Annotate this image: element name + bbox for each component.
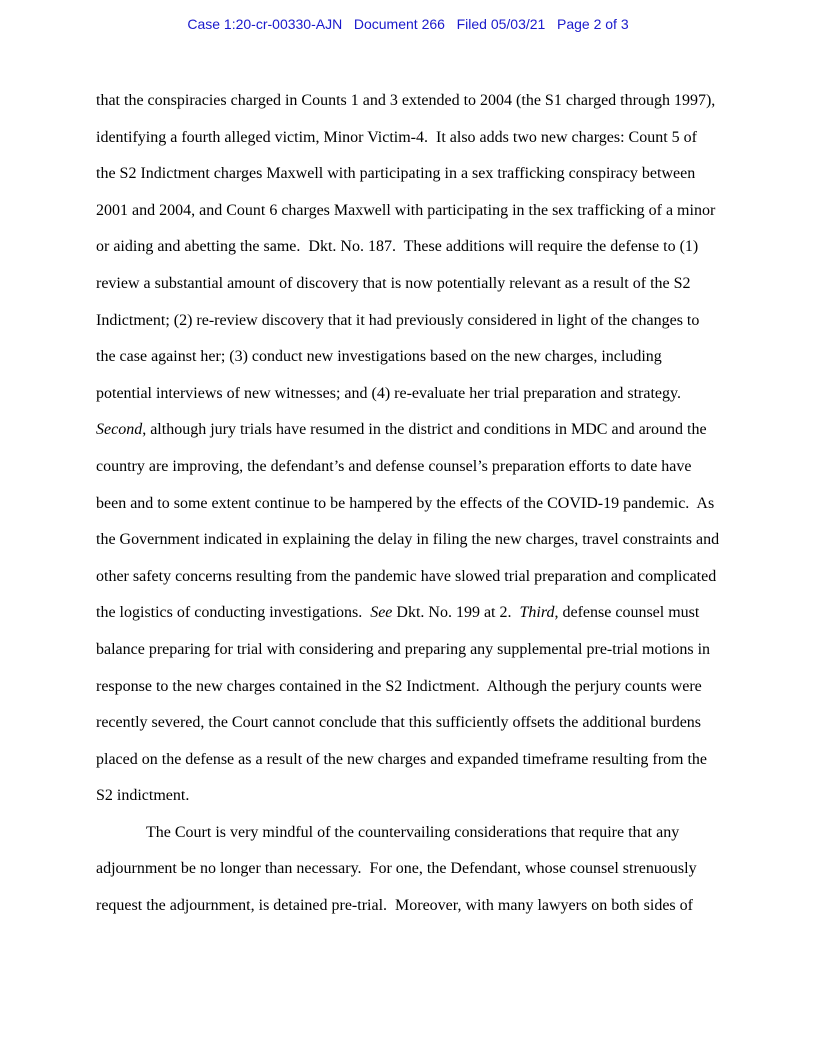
text-run: identifying a fourth alleged victim, Minor Victim-4. It also adds two new charges: Count 5 of (96, 128, 697, 146)
text-run: the logistics of conducting investigations. (96, 604, 371, 622)
text-run: S2 indictment. (96, 787, 190, 805)
text-line (96, 815, 732, 852)
text-line (96, 851, 732, 888)
text-line (96, 669, 732, 706)
text-line (96, 83, 732, 120)
text-run: response to the new charges contained in the S2 Indictment. Although the perjury counts were (96, 677, 702, 695)
text-run: Second (96, 421, 143, 439)
text-run: the S2 Indictment charges Maxwell with participating in a sex trafficking conspiracy between (96, 165, 696, 183)
text-run: recently severed, the Court cannot conclude that this sufficiently offsets the additional burdens (96, 714, 702, 732)
text-line (96, 522, 732, 559)
text-run: , defense counsel must (554, 604, 700, 622)
case-stamp-header: Case 1:20-cr-00330-AJN Document 266 Filed 05/03/21 Page 2 of 3 (187, 16, 629, 32)
text-run: placed on the defense as a result of the new charges and expanded timeframe resulting from the (96, 750, 708, 768)
text-run: request the adjournment, is detained pre-trial. Moreover, with many lawyers on both sides of (96, 897, 693, 915)
text-line (96, 303, 732, 340)
text-line (96, 120, 732, 157)
text-run: the case against her; (3) conduct new investigations based on the new charges, including (96, 348, 662, 366)
text-run: adjournment be no longer than necessary. For one, the Defendant, whose counsel strenuously (96, 860, 697, 878)
text-run: been and to some extent continue to be hampered by the effects of the COVID-19 pandemic. As (96, 494, 715, 512)
text-line (96, 778, 732, 815)
text-line (96, 559, 732, 596)
text-line (96, 632, 732, 669)
text-line (96, 888, 732, 925)
text-line (96, 266, 732, 303)
text-run: potential interviews of new witnesses; and (4) re-evaluate her trial preparation and strategy. (96, 384, 681, 402)
text-line (96, 595, 732, 632)
document-body (96, 83, 732, 925)
text-line (96, 339, 732, 376)
text-run: review a substantial amount of discovery that is now potentially relevant as a result of the S2 (96, 274, 691, 292)
text-line (96, 742, 732, 779)
text-run: See (370, 604, 393, 622)
text-run: , although jury trials have resumed in the district and conditions in MDC and around the (142, 421, 707, 439)
text-line (96, 412, 732, 449)
text-run: the Government indicated in explaining the delay in filing the new charges, travel constraints and (96, 531, 720, 549)
text-run: Indictment; (2) re-review discovery that it had previously considered in light of the changes to (96, 311, 700, 329)
text-line (96, 376, 732, 413)
text-run: The Court is very mindful of the countervailing considerations that require that any (146, 823, 680, 841)
text-run: 2001 and 2004, and Count 6 charges Maxwell with participating in the sex trafficking of a minor (96, 201, 716, 219)
text-line (96, 229, 732, 266)
text-line (96, 193, 732, 230)
text-run: Third (519, 604, 555, 622)
text-run: that the conspiracies charged in Counts 1 and 3 extended to 2004 (the S1 charged through 1997), (96, 92, 716, 109)
text-line (96, 449, 732, 486)
text-line (96, 156, 732, 193)
text-run: or aiding and abetting the same. Dkt. No. 187. These additions will require the defense to (1) (96, 238, 699, 256)
text-run: other safety concerns resulting from the pandemic have slowed trial preparation and complicated (96, 567, 717, 585)
text-line (96, 705, 732, 742)
text-line (96, 486, 732, 523)
text-run: balance preparing for trial with considering and preparing any supplemental pre-trial motions in (96, 640, 711, 658)
text-run: country are improving, the defendant’s and defense counsel’s preparation efforts to date have (96, 457, 692, 475)
text-run: Dkt. No. 199 at 2. (392, 604, 520, 622)
